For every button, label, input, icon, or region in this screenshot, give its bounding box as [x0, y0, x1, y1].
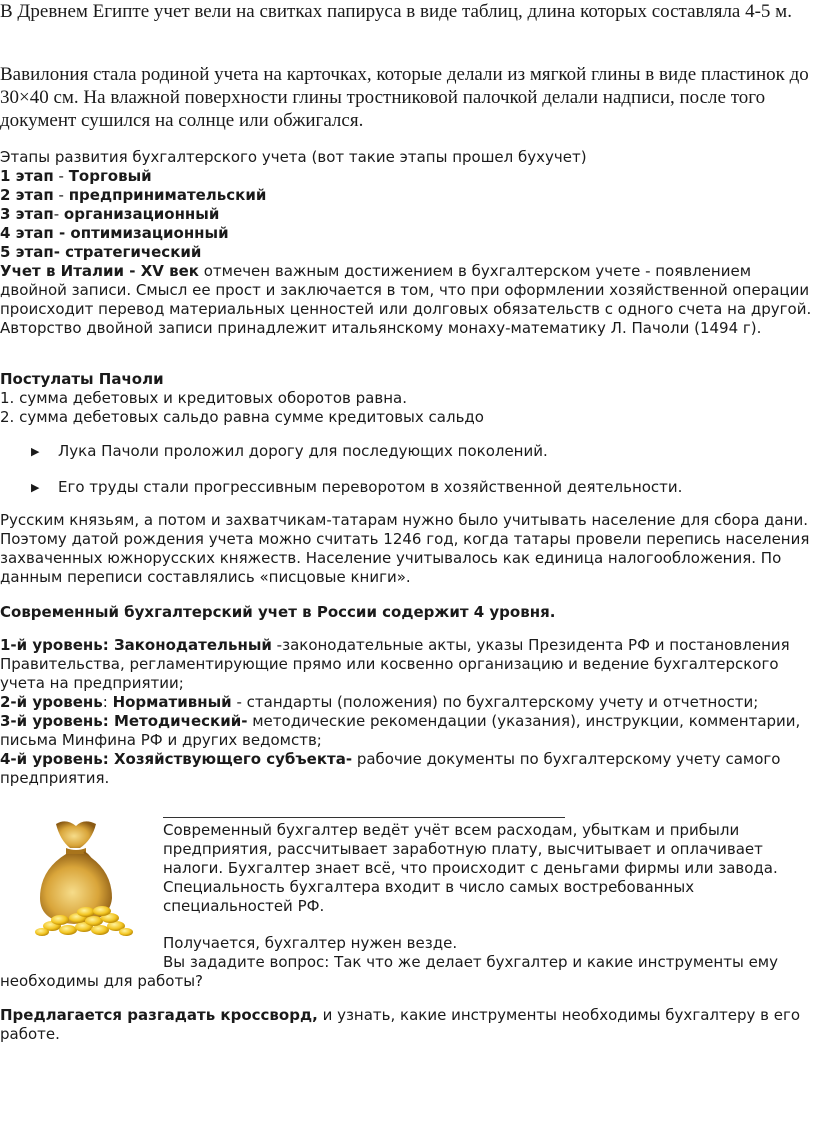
triangle-right-icon: ▶ — [31, 481, 40, 494]
russia-paragraph: Русским князьям, а потом и захватчикам-татарам нужно было учитывать население для сбора дани. Поэтому датой рождения учета можно считать 1246 год, когда татары провели перепись населения захваченных южнорусских княжеств. Население учитывалось как единица налогообложения. По данным переписи составлялись «писцовые книги». — [0, 511, 810, 586]
level-text: - стандарты (положения) по бухгалтерскому учету и отчетности; — [231, 693, 759, 711]
italy-text: отмечен важным достижением в бухгалтерском учете - появлением двойной записи. Смысл ее прост и заключается в том, что при оформлении хозяйственной операции происходит перевод материальных ценностей или долговых обязательств с одного счета на другой. Авторство двойной записи принадлежит итальянскому монаху-математику Л. Пачоли (1494 г). — [0, 262, 812, 337]
level-item-2 — [0, 693, 812, 712]
stage-sep: - — [53, 205, 64, 223]
money-bag-icon — [22, 818, 134, 940]
level-sep: : — [102, 693, 113, 711]
divider — [163, 817, 565, 818]
level-title: 1-й уровень: Законодательный — [0, 636, 272, 654]
stage-sep: - — [53, 167, 69, 185]
stage-label: 1 этап — [0, 167, 54, 185]
bullet-item-2 — [0, 478, 812, 497]
stage-name: организационный — [63, 205, 220, 223]
levels-list — [0, 636, 812, 788]
level-text: рабочие документы по бухгалтерскому учету самого предприятия. — [0, 750, 781, 787]
level-item-3 — [0, 712, 812, 750]
stage-item-5 — [0, 243, 812, 262]
crossword-paragraph — [0, 1006, 812, 1044]
crossword-bold: Предлагается разгадать кроссворд, — [0, 1006, 318, 1024]
bullet-text: Лука Пачоли проложил дорогу для последующих поколений. — [58, 442, 548, 460]
accountant-paragraph: Современный бухгалтер ведёт учёт всем расходам, убыткам и прибыли предприятия, рассчитывает заработную плату, высчитывает и оплачивает налоги. Бухгалтер знает всё, что происходит с деньгами фирмы или завода. Специальность бухгалтера входит в число самых востребованных специальностей РФ. — [163, 821, 778, 915]
stage-sep: - — [53, 186, 69, 204]
italy-paragraph — [0, 262, 812, 338]
level-text: методические рекомендации (указания), инструкции, комментарии, письма Минфина РФ и других ведомств; — [0, 712, 801, 749]
bullet-item-1 — [0, 442, 812, 461]
level-title: 3-й уровень: Методический- — [0, 712, 248, 730]
stages-heading: Этапы развития бухгалтерского учета (вот такие этапы прошел бухучет) — [0, 148, 587, 166]
level-item-4 — [0, 750, 812, 788]
postulate-item-2: 2. сумма дебетовых сальдо равна сумме кредитовых сальдо — [0, 408, 484, 426]
postulates-title: Постулаты Пачоли — [0, 370, 164, 388]
modern-heading — [0, 603, 812, 622]
postulates-heading — [0, 370, 812, 389]
stages-list — [0, 167, 812, 262]
stage-name: предпринимательский — [68, 186, 267, 204]
accountant-question: Вы зададите вопрос: Так что же делает бухгалтер и какие инструменты ему необходимы для работы? — [0, 953, 778, 990]
stage-label: 2 этап — [0, 186, 54, 204]
level-title: 4-й уровень: Хозяйствующего субъекта- — [0, 750, 353, 768]
accountant-conclusion: Получается, бухгалтер нужен везде. — [163, 934, 458, 952]
egypt-paragraph: В Древнем Египте учет вели на свитках папируса в виде таблиц, длина которых составляла 4-5 м. — [0, 1, 792, 22]
crossword-text: и узнать, какие инструменты необходимы бухгалтеру в его работе. — [0, 1006, 801, 1043]
bullet-text: Его труды стали прогрессивным переворотом в хозяйственной деятельности. — [58, 478, 683, 496]
triangle-right-icon: ▶ — [31, 445, 40, 458]
stage-name: Торговый — [68, 167, 152, 185]
stage-item-4 — [0, 224, 812, 243]
babylon-paragraph: Вавилония стала родиной учета на карточках, которые делали из мягкой глины в виде пластинок до 30×40 см. На влажной поверхности глины тростниковой палочкой делали надписи, после того документ сушился на солнце или обжигался. — [0, 64, 809, 131]
stage-item-2 — [0, 186, 812, 205]
stage-item-1 — [0, 167, 812, 186]
level-title-2: Нормативный — [112, 693, 232, 711]
postulate-item-1: 1. сумма дебетовых и кредитовых оборотов равна. — [0, 389, 407, 407]
italy-bold: Учет в Италии - XV век — [0, 262, 199, 280]
level-title: 2-й уровень — [0, 693, 103, 711]
modern-heading-text: Современный бухгалтерский учет в России содержит 4 уровня. — [0, 603, 556, 621]
level-text: -законодательные акты, указы Президента РФ и постановления Правительства, регламентирующие прямо или косвенно организацию и ведение бухгалтерского учета на предприятии; — [0, 636, 790, 692]
stage-label: 3 этап — [0, 205, 54, 223]
level-item-1 — [0, 636, 812, 693]
stage-item-3 — [0, 205, 812, 224]
stage-label: 4 этап - оптимизационный — [0, 224, 229, 242]
stage-label: 5 этап- стратегический — [0, 243, 202, 261]
